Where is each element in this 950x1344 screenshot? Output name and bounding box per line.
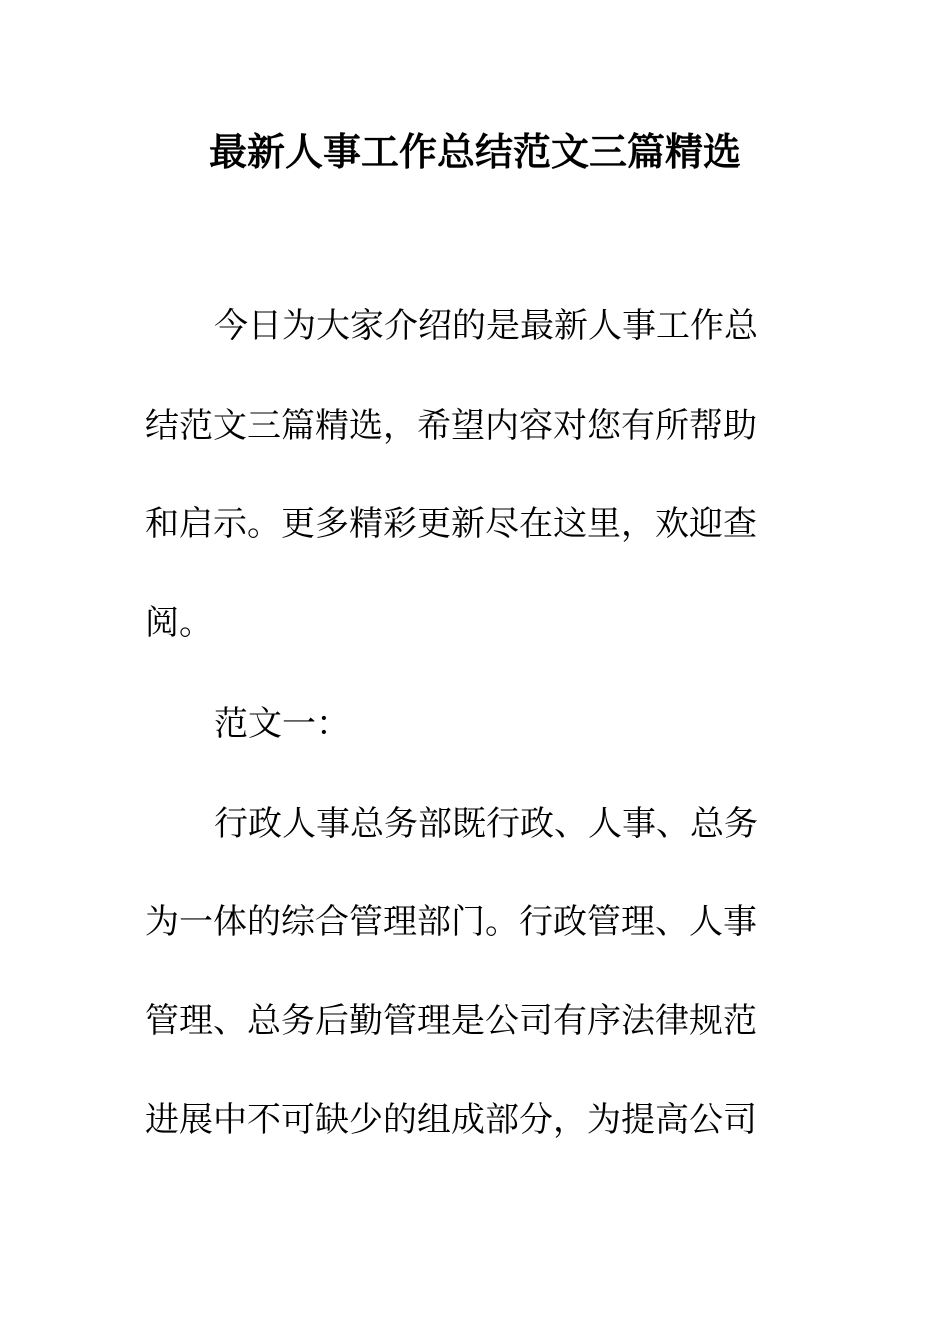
paragraph-line-8: 进展中不可缺少的组成部分，为提高公司 bbox=[145, 1100, 757, 1140]
paragraph-line-4: 阅。 bbox=[145, 603, 213, 643]
paragraph-line-3: 和启示。更多精彩更新尽在这里，欢迎查 bbox=[145, 504, 757, 544]
section-heading-sample-one: 范文一： bbox=[214, 704, 350, 744]
paragraph-line-6: 为一体的综合管理部门。行政管理、人事 bbox=[145, 902, 757, 942]
document-title: 最新人事工作总结范文三篇精选 bbox=[208, 130, 741, 174]
paragraph-line-2: 结范文三篇精选，希望内容对您有所帮助 bbox=[145, 406, 757, 446]
paragraph-line-1: 今日为大家介绍的是最新人事工作总 bbox=[214, 306, 758, 346]
paragraph-line-7: 管理、总务后勤管理是公司有序法律规范 bbox=[145, 1001, 757, 1041]
paragraph-line-5: 行政人事总务部既行政、人事、总务 bbox=[214, 804, 758, 844]
